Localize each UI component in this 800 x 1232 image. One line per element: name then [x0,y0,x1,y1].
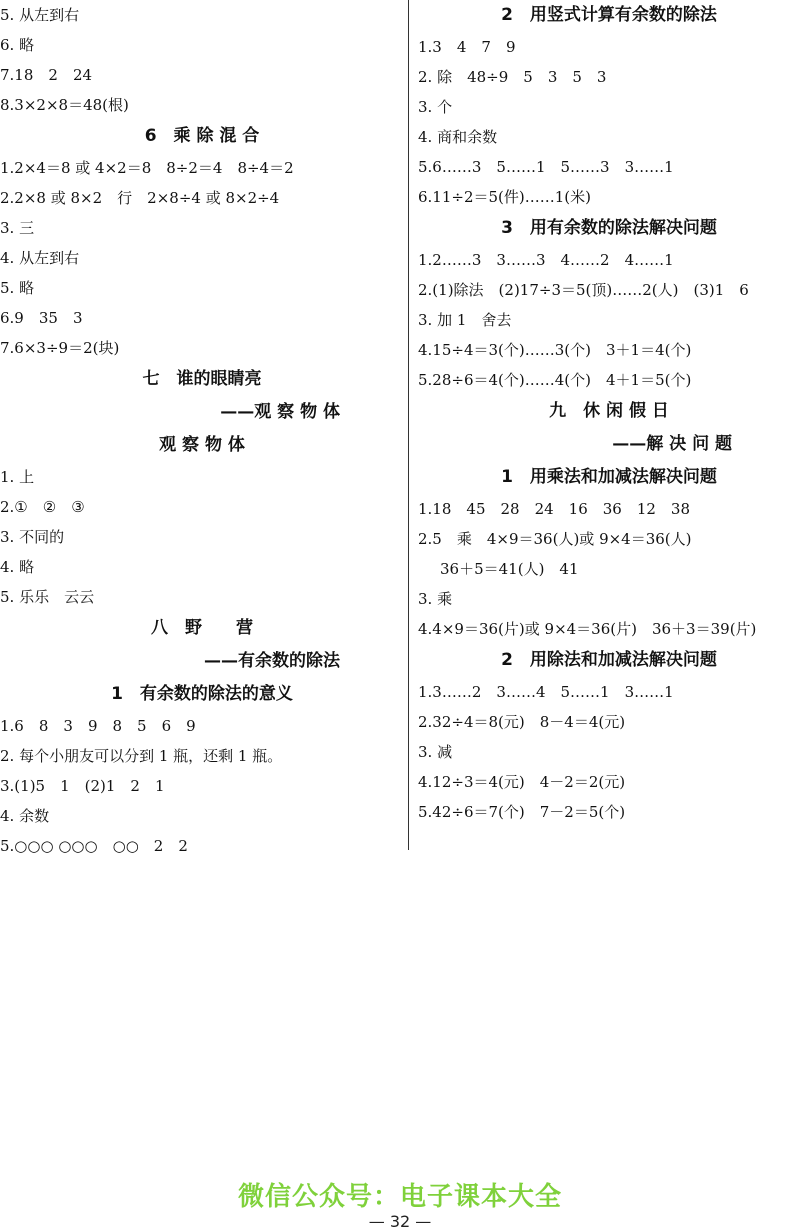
answer-line: 3. 减 [418,743,453,761]
section-heading: 七 谁的眼睛亮 [142,369,262,389]
answer-line-continued: 36＋5＝41(人) 41 [440,560,579,578]
answer-line: 2.(1)除法 (2)17÷3＝5(顶)……2(人) (3)1 6 [418,281,749,299]
answer-line: 2. 每个小朋友可以分到 1 瓶，还剩 1 瓶。 [0,747,283,765]
answer-line: 1.3 4 7 9 [418,38,516,56]
section-heading: 1 用乘法和加减法解决问题 [501,467,717,487]
answer-line: 5.6……3 5……1 5……3 3……1 [418,158,674,176]
page-number: — 32 — [368,1212,432,1231]
answer-line: 8.3×2×8＝48(根) [0,96,129,114]
answer-line: 3. 不同的 [0,528,65,546]
section-heading: 2 用除法和加减法解决问题 [501,650,717,670]
answer-line: 2. 除 48÷9 5 3 5 3 [418,68,607,86]
answer-line: 1.2×4＝8 或 4×2＝8 8÷2＝4 8÷4＝2 [0,159,294,177]
answer-line: 4. 余数 [0,807,50,825]
answer-line: 6. 略 [0,36,35,54]
answer-line: 1. 上 [0,468,35,486]
section-subheading: ——观 察 物 体 [220,402,340,422]
answer-line: 5. 乐乐 云云 [0,588,95,606]
wechat-watermark: 微信公众号：电子课本大全 [237,1182,562,1212]
answer-line: 5.42÷6＝7(个) 7－2＝5(个) [418,803,626,821]
section-heading: 6 乘 除 混 合 [144,126,260,146]
answer-line: 6.9 35 3 [0,309,83,327]
section-heading: 2 用竖式计算有余数的除法 [501,5,717,25]
answer-line: 2.32÷4＝8(元) 8－4＝4(元) [418,713,626,731]
answer-line: 5. 从左到右 [0,6,80,24]
answer-line: 4. 商和余数 [418,128,498,146]
answer-line: 4.12÷3＝4(元) 4－2＝2(元) [418,773,626,791]
answer-line: 3. 加 1 舍去 [418,311,512,329]
section-heading: 九 休 闲 假 日 [549,401,669,421]
section-subheading: ——有余数的除法 [204,651,340,671]
section-heading: 八 野 营 [151,618,253,638]
column-divider [408,0,409,850]
answer-line: 2.2×8 或 8×2 行 2×8÷4 或 8×2÷4 [0,189,280,207]
answer-line: 3. 三 [0,219,35,237]
answer-line: 6.11÷2＝5(件)……1(米) [418,188,592,206]
answer-line: 5. 略 [0,279,35,297]
section-heading: 3 用有余数的除法解决问题 [501,218,717,238]
answer-line: 4. 从左到右 [0,249,80,267]
answer-line: 1.2……3 3……3 4……2 4……1 [418,251,674,269]
answer-line: 5.○○○ ○○○ ○○ 2 2 [0,837,188,855]
answer-line: 5.28÷6＝4(个)……4(个) 4＋1＝5(个) [418,371,692,389]
section-subheading: ——解 决 问 题 [612,434,732,454]
answer-line: 4.4×9＝36(片)或 9×4＝36(片) 36＋3＝39(片) [418,620,757,638]
answer-line: 2.5 乘 4×9＝36(人)或 9×4＝36(人) [418,530,692,548]
section-heading: 1 有余数的除法的意义 [111,684,293,704]
answer-line: 4. 略 [0,558,35,576]
answer-line: 4.15÷4＝3(个)……3(个) 3＋1＝4(个) [418,341,692,359]
right-column [418,0,800,827]
answer-line: 7.6×3÷9＝2(块) [0,339,120,357]
section-heading: 观 察 物 体 [159,435,245,455]
answer-line: 1.6 8 3 9 8 5 6 9 [0,717,196,735]
answer-line: 3. 个 [418,98,453,116]
left-column [0,0,404,861]
answer-line: 3. 乘 [418,590,453,608]
answer-line: 1.3……2 3……4 5……1 3……1 [418,683,674,701]
answer-line: 7.18 2 24 [0,66,93,84]
answer-line: 3.(1)5 1 (2)1 2 1 [0,777,165,795]
answer-line: 2.① ② ③ [0,498,85,516]
answer-line: 1.18 45 28 24 16 36 12 38 [418,500,691,518]
